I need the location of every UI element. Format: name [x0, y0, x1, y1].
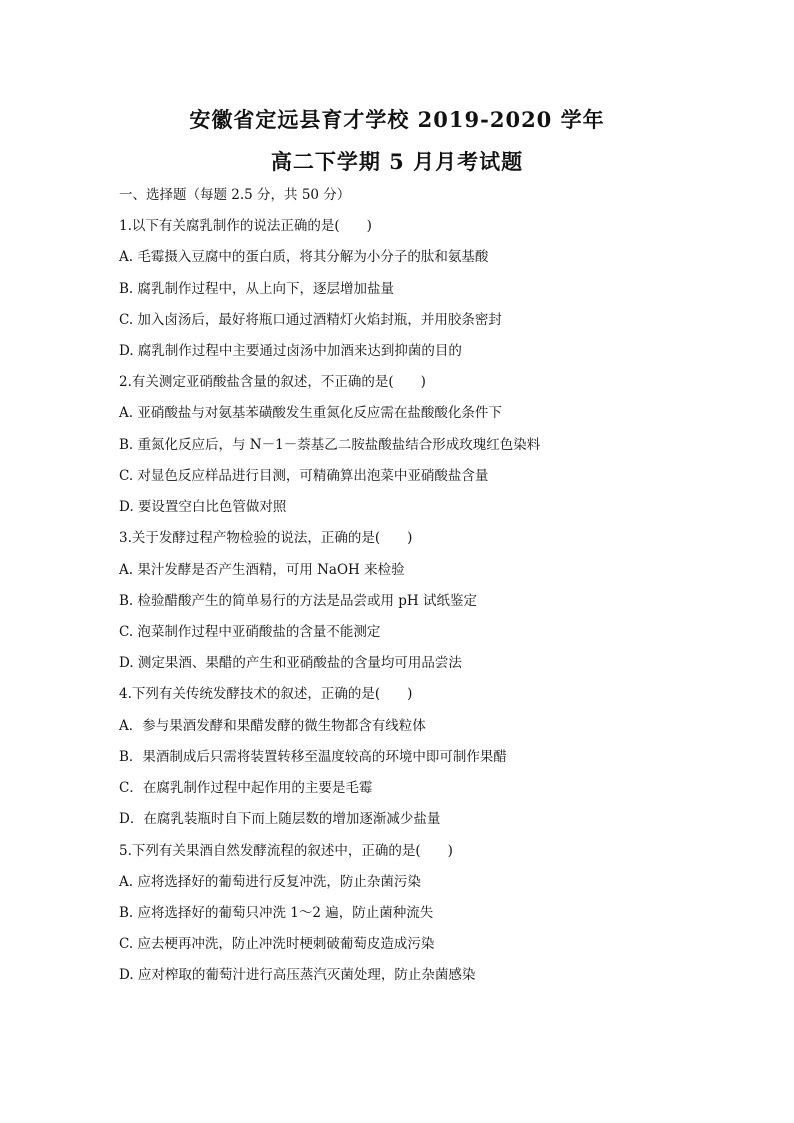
question-4-option-a: A．参与果酒发酵和果醋发酵的微生物都含有线粒体 [119, 718, 426, 734]
question-5-stem: 5.下列有关果酒自然发酵流程的叙述中，正确的是( ) [119, 843, 453, 859]
question-2-option-b: B. 重氮化反应后，与 N－1－萘基乙二胺盐酸盐结合形成玫瑰红色染料 [119, 437, 541, 453]
question-3-option-d: D. 测定果酒、果醋的产生和亚硝酸盐的含量均可用品尝法 [119, 655, 462, 671]
question-4-stem: 4.下列有关传统发酵技术的叙述，正确的是( ) [119, 686, 413, 702]
question-4-option-d: D．在腐乳装瓶时自下而上随层数的增加逐渐减少盐量 [119, 811, 441, 827]
question-3-option-a: A. 果汁发酵是否产生酒精，可用 NaOH 来检验 [119, 562, 405, 578]
question-2-option-a: A. 亚硝酸盐与对氨基苯磺酸发生重氮化反应需在盐酸酸化条件下 [119, 405, 502, 421]
question-3-stem: 3.关于发酵过程产物检验的说法，正确的是( ) [119, 530, 413, 546]
question-2-option-d: D. 要设置空白比色管做对照 [119, 499, 287, 515]
question-5-option-d: D. 应对榨取的葡萄汁进行高压蒸汽灭菌处理，防止杂菌感染 [119, 967, 476, 983]
question-5-option-a: A. 应将选择好的葡萄进行反复冲洗，防止杂菌污染 [119, 874, 421, 890]
question-4-option-c: C．在腐乳制作过程中起作用的主要是毛霉 [119, 780, 373, 796]
question-1-option-a: A. 毛霉摄入豆腐中的蛋白质，将其分解为小分子的肽和氨基酸 [119, 249, 489, 265]
question-4-option-b: B．果酒制成后只需将装置转移至温度较高的环境中即可制作果醋 [119, 749, 507, 765]
question-1-stem: 1.以下有关腐乳制作的说法正确的是( ) [119, 218, 372, 234]
question-1-option-b: B. 腐乳制作过程中，从上向下，逐层增加盐量 [119, 281, 395, 297]
question-1-option-c: C. 加入卤汤后，最好将瓶口通过酒精灯火焰封瓶，并用胶条密封 [119, 312, 502, 328]
section-heading: 一、选择题（每题 2.5 分，共 50 分） [119, 187, 351, 203]
document-title-line2: 高二下学期 5 月月考试题 [270, 149, 524, 174]
document-title-line1: 安徽省定远县育才学校 2019-2020 学年 [189, 107, 605, 132]
question-5-option-c: C. 应去梗再冲洗，防止冲洗时梗刺破葡萄皮造成污染 [119, 936, 435, 952]
question-2-option-c: C. 对显色反应样品进行目测，可精确算出泡菜中亚硝酸盐含量 [119, 468, 489, 484]
question-5-option-b: B. 应将选择好的葡萄只冲洗 1～2 遍，防止菌种流失 [119, 905, 434, 921]
question-2-stem: 2.有关测定亚硝酸盐含量的叙述，不正确的是( ) [119, 374, 426, 390]
question-3-option-c: C. 泡菜制作过程中亚硝酸盐的含量不能测定 [119, 624, 381, 640]
question-1-option-d: D. 腐乳制作过程中主要通过卤汤中加酒来达到抑菌的目的 [119, 343, 462, 359]
question-3-option-b: B. 检验醋酸产生的简单易行的方法是品尝或用 pH 试纸鉴定 [119, 593, 477, 609]
